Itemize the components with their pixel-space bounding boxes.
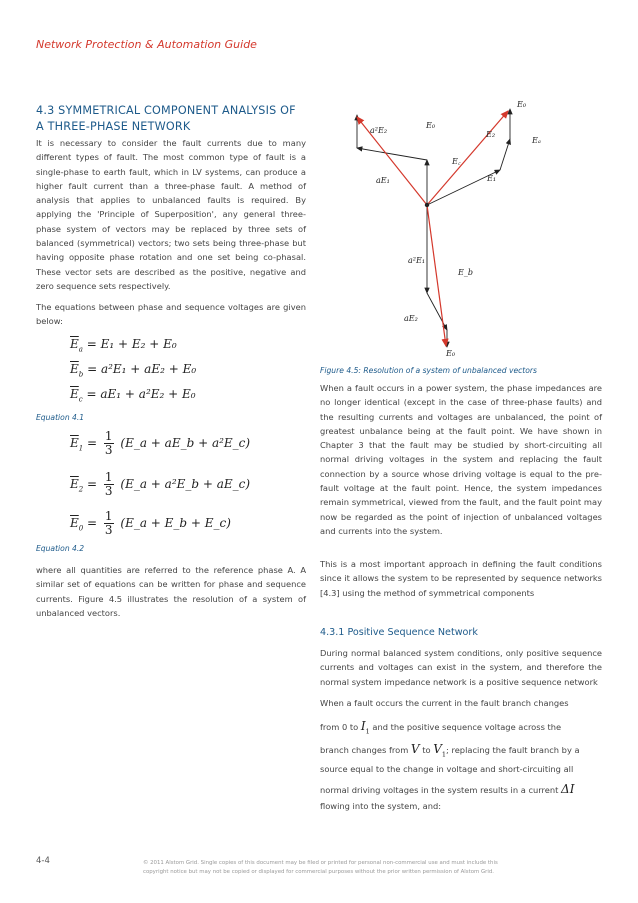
right-paragraph-4-line-a: When a fault occurs the current in the fault branch changes: [320, 698, 569, 708]
label-e1: E₁: [487, 174, 497, 183]
label-e0-bot: E₀: [446, 349, 456, 358]
label-e0-mid: E₀: [426, 121, 436, 130]
right-paragraph-1: When a fault occurs in a power system, the phase impedances are no longer identical (except in the case of three-phase faults) and the resulting currents and voltages are unbalanced, the point of greatest unbalance being at the fault point. We have shown in Chapter 3 that the fault may be studied by short-circuiting all normal driving voltages in the system and replacing the fault connection by a source whose driving voltage is equal to the pre-fault voltage at the fault point. Hence, the system impedances remain symmetrical, viewed from the fault, and the fault point may now be regarded as the point of injection of unbalanced voltages and currents into the system.: [320, 383, 602, 536]
label-ae1: aE₁: [376, 176, 390, 185]
page-header: Network Protection & Automation Guide: [36, 38, 257, 51]
vector-ec: [357, 117, 427, 205]
equation-eb: $\overline{E}_b = a^2E_1 + aE_2 + E_0$: [70, 362, 197, 379]
vector-ea: [427, 111, 508, 205]
right-paragraph-4-line-c: branch changes from V to $V_1$; replacing the fault branch by a: [320, 742, 580, 759]
right-paragraph-4-line-d: source equal to the change in voltage and short-circuiting all: [320, 764, 574, 774]
equation-ea: $\overline{E}_a = E_1 + E_2 + E_0$: [70, 337, 177, 354]
section-title: 4.3 SYMMETRICAL COMPONENT ANALYSIS OF A THREE-PHASE NETWORK: [36, 104, 296, 133]
page-number: 4-4: [36, 856, 50, 866]
label-a2e1: a²E₁: [408, 256, 426, 265]
section-paragraph-2: The equations between phase and sequence voltages are given below:: [36, 302, 306, 327]
vector-diagram: [340, 95, 610, 360]
right-paragraph-3: During normal balanced system conditions, only positive sequence currents and voltages can exist in the system, and therefore the normal system impedance network is a positive sequence network: [320, 648, 602, 687]
label-ec: E꜀: [452, 157, 461, 166]
right-paragraph-2: This is a most important approach in defining the fault conditions since it allows the system to be represented by sequence networks [4.3] using the method of symmetrical components: [320, 559, 602, 598]
equation-ec: $\overline{E}_c = aE_1 + a^2E_2 + E_0$: [70, 387, 196, 404]
label-a2e2: a²E₂: [370, 126, 388, 135]
section-paragraph-1: It is necessary to consider the fault currents due to many different types of fault. The most common type of fault is a single-phase to earth fault, which in LV systems, can produce a higher fault current than a three-phase fault. A method of analysis that applies to unbalanced faults is required. By applying the 'Principle of Superposition', any general three-phase system of vectors may be replaced by three sets of balanced (symmetrical) vectors; two sets being three-phase but having opposite phase rotation and one set being co-phasal. These vector sets are described as the positive, negative and zero sequence sets respectively.: [36, 138, 306, 291]
equation-e2: $\overline{E}_2$ = $\frac{1}{3}$ (E_a + a²E_b + aE_c): [70, 470, 251, 498]
equation-e0: $\overline{E}_0$ = $\frac{1}{3}$ (E_a + E_b + E_c): [70, 509, 231, 537]
right-paragraph-4-line-f: flowing into the system, and:: [320, 801, 442, 811]
equation-e1: $\overline{E}_1$ = $\frac{1}{3}$ (E_a + aE_b + a²E_c): [70, 429, 251, 457]
label-e2: E₂: [486, 130, 496, 139]
section-paragraph-3: where all quantities are referred to the reference phase A. A similar set of equations can be written for phase and sequence currents. Figure 4.5 illustrates the resolution of a system of unbalanced vectors.: [36, 565, 306, 618]
figure-caption: Figure 4.5: Resolution of a system of unbalanced vectors: [320, 366, 538, 375]
vector-ae2: [427, 293, 447, 330]
right-paragraph-4-line-b: from 0 to $I_1$ and the positive sequence voltage across the: [320, 719, 562, 736]
vector-a2e2: [357, 148, 427, 160]
label-ae2: aE₂: [404, 314, 418, 323]
label-ea: Eₐ: [532, 136, 541, 145]
vector-eb: [427, 205, 446, 346]
equation-4-1-label: Equation 4.1: [36, 413, 85, 422]
label-eb: E_b: [458, 268, 473, 277]
right-paragraph-4-line-e: normal driving voltages in the system results in a current ΔI: [320, 782, 575, 796]
subsection-heading: 4.3.1 Positive Sequence Network: [320, 627, 478, 638]
equation-4-2-label: Equation 4.2: [36, 544, 85, 553]
label-e0-top: E₀: [517, 100, 527, 109]
vector-e2: [500, 139, 510, 170]
copyright-footer: © 2011 Alstom Grid. Single copies of this document may be filed or printed for personal non-commercial use and must include this copyright notice but may not be copied or displayed for commercial purposes without the prior written permission of Alstom Grid.: [143, 860, 498, 875]
